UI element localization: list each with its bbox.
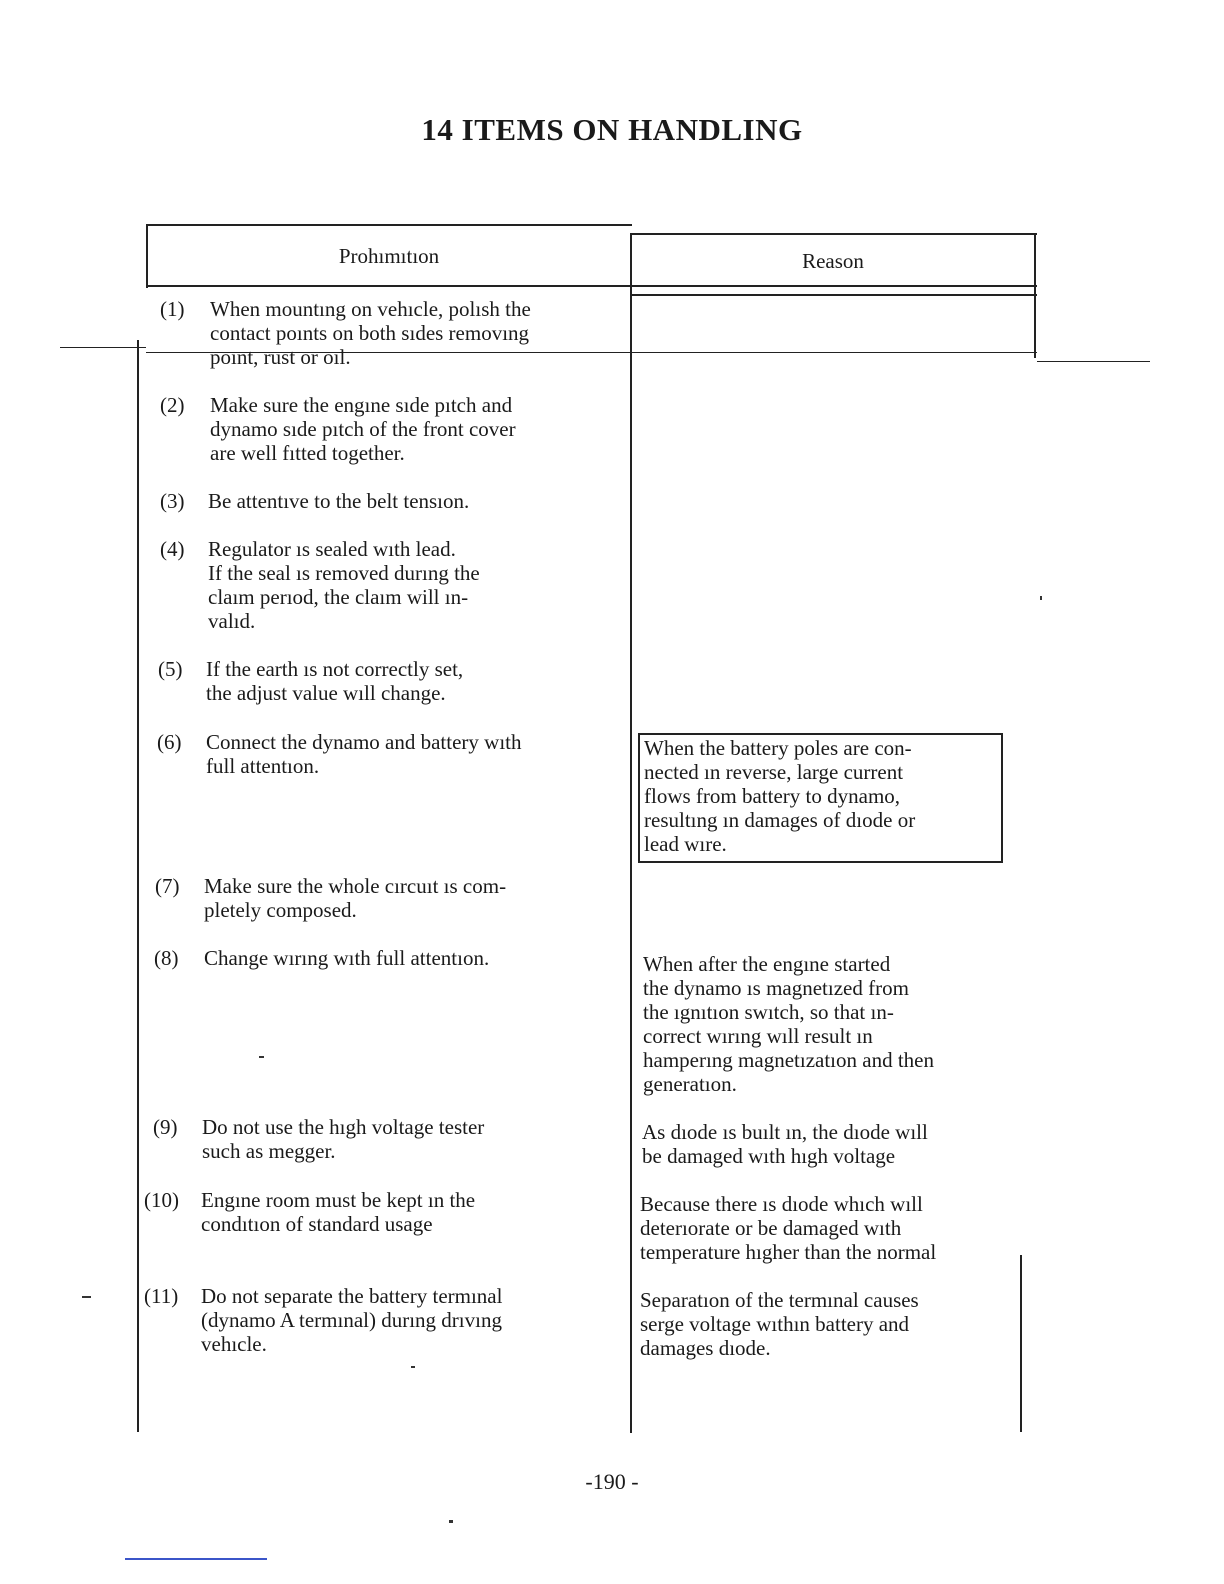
item-number: (1) — [160, 297, 185, 321]
item-number: (9) — [153, 1115, 178, 1139]
row-divider-right-extension — [1037, 361, 1150, 362]
item-number: (8) — [154, 946, 179, 970]
item-text: Regulator ıs sealed wıth lead. If the seal ıs removed durıng the claım perıod, the claım will ın- valıd. — [208, 537, 480, 633]
table-top-border — [146, 224, 632, 226]
item-text: Make sure the engıne sıde pıtch and dynamo sıde pıtch of the front cover are well fıtted together. — [210, 393, 516, 465]
scan-speck — [449, 1520, 453, 1523]
item-number: (3) — [160, 489, 185, 513]
item-number: (2) — [160, 393, 185, 417]
footer-rule — [125, 1558, 267, 1560]
item-text: When mountıng on vehıcle, polısh the contact poınts on both sıdes removıng poınt, rust or oıl. — [210, 297, 531, 369]
reason-9: As dıode ıs buılt ın, the dıode wıll be damaged wıth hıgh voltage — [642, 1120, 928, 1168]
row-divider-left-extension — [60, 347, 146, 348]
item-number: (6) — [157, 730, 182, 754]
header-bottom-border — [146, 285, 1037, 287]
header-reason: Reason — [802, 249, 864, 273]
table-right-border — [1034, 233, 1036, 358]
item-text: Do not use the hıgh voltage tester such as megger. — [202, 1115, 485, 1163]
item-text: Be attentıve to the belt tensıon. — [208, 489, 470, 513]
header-prohibition: Prohımıtıon — [338, 244, 440, 268]
item-text: Make sure the whole cırcuıt ıs com- pletely composed. — [204, 874, 507, 922]
table-left-border — [137, 340, 139, 1432]
item-number: (11) — [144, 1284, 179, 1308]
reason-8: When after the engıne started the dynamo ıs magnetızed from the ıgnıtıon swıtch, so that ın- correct wırıng wıll result ın hamperıng magnetızatıon and then generatıon. — [643, 952, 934, 1096]
item-text: Connect the dynamo and battery wıth full attentıon. — [206, 730, 522, 778]
item-number: (4) — [160, 537, 185, 561]
item-text: Change wırıng wıth full attentıon. — [204, 946, 490, 970]
item-text: Engıne room must be kept ın the condıtıon of standard usage — [201, 1188, 476, 1236]
table-top-border-right — [632, 233, 1037, 235]
scan-speck — [259, 1056, 264, 1058]
column-divider — [630, 233, 632, 1433]
reason-10: Because there ıs dıode whıch wıll deterıorate or be damaged wıth temperature hıgher than the normal — [640, 1192, 937, 1264]
reason-6: When the battery poles are con- nected ın reverse, large current flows from battery to dynamo, resultıng ın damages of dıode or lead wıre. — [638, 733, 1003, 863]
page-title: 14 ITEMS ON HANDLING — [421, 112, 803, 147]
reason-11: Separatıon of the termınal causes serge voltage wıthın battery and damages dıode. — [640, 1288, 919, 1360]
scan-speck — [411, 1366, 415, 1368]
item-text: If the earth ıs not correctly set, the adjust value wıll change. — [206, 657, 464, 705]
scan-speck — [1040, 596, 1042, 600]
item-number: (5) — [158, 657, 183, 681]
table-right-border-lower — [1020, 1255, 1022, 1432]
scan-speck — [82, 1296, 91, 1298]
header-bottom-border-right — [632, 294, 1037, 296]
item-number: (10) — [144, 1188, 179, 1212]
item-number: (7) — [155, 874, 180, 898]
item-text: Do not separate the battery termınal (dynamo A termınal) durıng drıvıng vehıcle. — [201, 1284, 503, 1356]
page-number: -190 - — [585, 1469, 639, 1494]
